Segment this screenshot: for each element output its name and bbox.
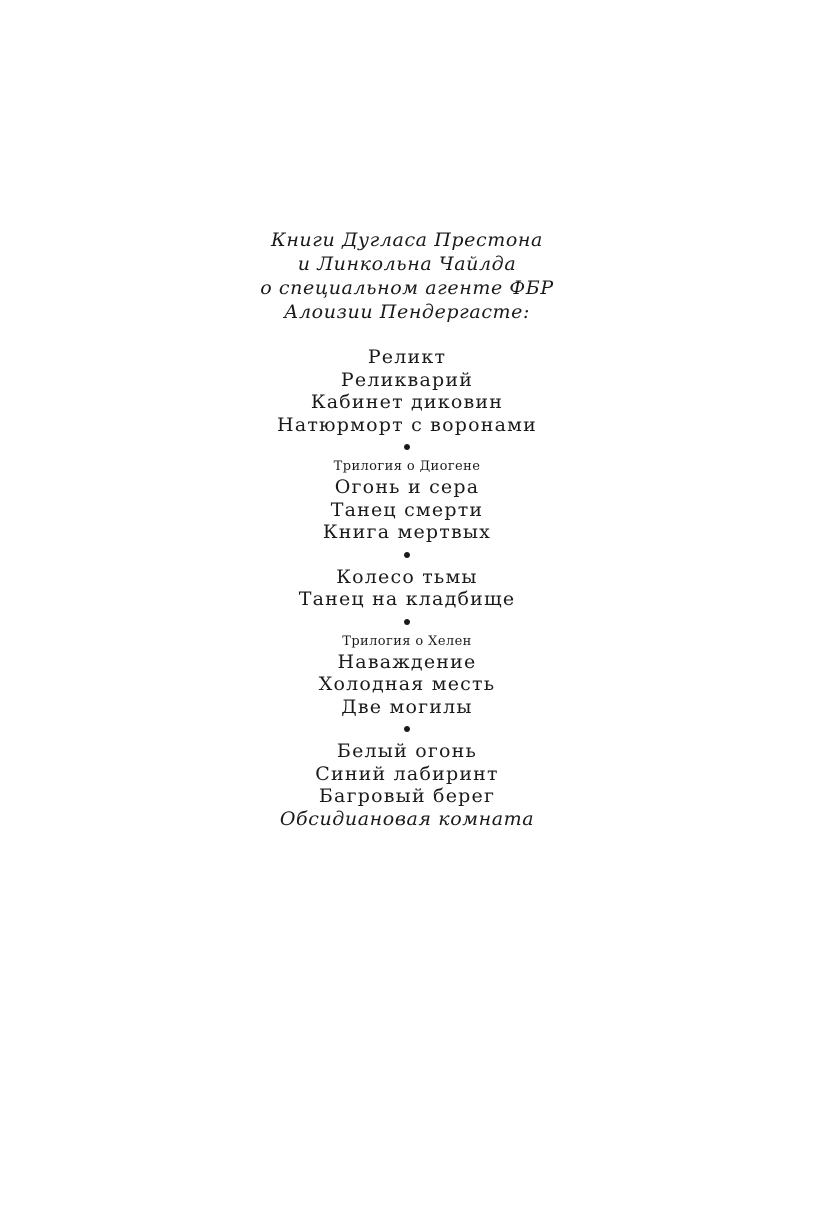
- intro-line: Книги Дугласа Престона: [271, 229, 543, 251]
- bullet-dot-icon: [404, 726, 410, 732]
- bullet-dot-icon: [404, 444, 410, 450]
- book-title: Белый огонь: [336, 740, 478, 762]
- book-title: Реликт: [367, 346, 447, 368]
- separator: [0, 718, 814, 740]
- book-title: Огонь и сера: [334, 476, 480, 498]
- book-title: Реликварий: [340, 368, 474, 391]
- bullet-dot-icon: [404, 552, 410, 558]
- series-label: Трилогия о Хелен: [342, 633, 472, 649]
- book-list: [0, 346, 814, 830]
- separator: [0, 611, 814, 633]
- intro-line: и Линкольна Чайлда: [297, 253, 517, 275]
- book-title: Натюрморт с воронами: [277, 413, 537, 436]
- book-title: Кабинет диковин: [310, 391, 504, 413]
- series-label: Трилогия о Диогене: [333, 459, 481, 474]
- intro-line: о специальном агенте ФБР: [260, 277, 554, 299]
- book-title: Две могилы: [341, 695, 473, 718]
- book-title-forthcoming: Обсидиановая комната: [279, 807, 535, 830]
- book-title: Багровый берег: [318, 785, 496, 807]
- book-title: Холодная месть: [318, 673, 496, 695]
- book-title: Танец смерти: [330, 498, 484, 521]
- book-title: Колесо тьмы: [336, 565, 478, 588]
- book-title: Синий лабиринт: [315, 762, 499, 785]
- intro-line: Алоизии Пендергасте:: [283, 301, 531, 323]
- separator: [0, 544, 814, 566]
- intro-heading: [0, 228, 814, 324]
- bullet-dot-icon: [404, 619, 410, 625]
- book-list-page: [0, 228, 814, 830]
- book-title: Книга мертвых: [322, 521, 492, 543]
- separator: [0, 436, 814, 458]
- book-title: Танец на кладбище: [298, 588, 516, 610]
- book-title: Наваждение: [337, 650, 477, 673]
